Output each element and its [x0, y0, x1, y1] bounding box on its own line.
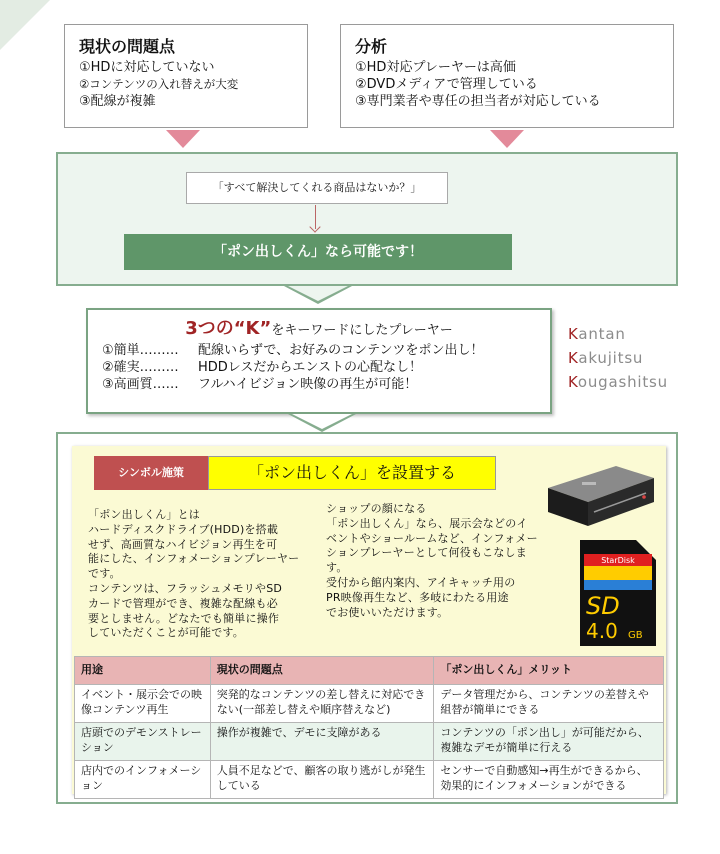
- keyword-item-text: 配線いらずで、お好みのコンテンツをポン出し！: [198, 343, 484, 358]
- table-row: [75, 723, 664, 761]
- text-line: す。: [326, 561, 348, 575]
- k-initial: K: [568, 373, 578, 391]
- table-cell: イベント・展示会での映像コンテンツ再生: [75, 685, 211, 723]
- text-line: コンテンツは、フラッシュメモリやSD: [88, 581, 283, 595]
- keyword-emphasis: 3つの“K”: [185, 318, 272, 339]
- keyword-item-label: ①簡単………: [102, 343, 179, 358]
- text-line: ショップの顔になる: [326, 502, 427, 515]
- problem-title: 現状の問題点: [79, 37, 176, 56]
- table-header: 用途: [75, 657, 211, 685]
- text-line: ションプレーヤーとして何役もこなしま: [326, 546, 527, 560]
- text-line: でお使いいただけます。: [326, 605, 449, 619]
- keyword-item: [102, 376, 550, 393]
- problem-box: [64, 24, 308, 128]
- keyword-item: [102, 342, 550, 359]
- symbol-title: 「ポン出しくん」を設置する: [208, 456, 496, 490]
- k-word: [568, 346, 668, 370]
- text-line: PR映像再生など、多岐にわたる用途: [326, 590, 509, 604]
- k-word: [568, 370, 668, 394]
- chevron-inner: [288, 286, 348, 301]
- symbol-band: [56, 432, 678, 804]
- question-box: 「すべて解決してくれる商品はないか？」: [186, 172, 448, 204]
- text-line: 「ポン出しくん」なら、展示会などのイ: [326, 516, 528, 530]
- answer-bar: 「ポン出しくん」なら可能です！: [124, 234, 512, 270]
- keyword-item-label: ③高画質……: [102, 377, 179, 392]
- k-rest: akujitsu: [578, 349, 644, 367]
- k-initial: K: [568, 349, 579, 367]
- table-cell: 突発的なコンテンツの差し替えに対応できない(一部差し替えや順序替えなど): [210, 685, 434, 723]
- keyword-box: [86, 308, 552, 414]
- text-line: していただくことが可能です。: [88, 626, 244, 640]
- table-header: 現状の問題点: [210, 657, 434, 685]
- keyword-item-label: ②確実………: [102, 360, 179, 375]
- svg-text:StarDisk: StarDisk: [601, 556, 635, 565]
- k-rest: antan: [578, 325, 626, 343]
- table-row: [75, 761, 664, 799]
- problem-item: ③配線が複雑: [79, 94, 156, 109]
- text-line: 受付から館内案内、アイキャッチ用の: [326, 575, 516, 589]
- table-cell: 人員不足などで、顧客の取り逃がしが発生している: [210, 761, 434, 799]
- keyword-item: [102, 359, 550, 376]
- table-cell: データ管理だから、コンテンツの差替えや組替が簡単にできる: [434, 685, 664, 723]
- description-right: [326, 502, 556, 620]
- keyword-heading: [102, 318, 536, 342]
- table-cell: 店内でのインフォメーション: [75, 761, 211, 799]
- analysis-title: 分析: [355, 37, 388, 56]
- svg-text:SD: SD: [586, 592, 620, 620]
- down-arrow-icon: [490, 130, 524, 148]
- down-arrow-icon: [166, 130, 200, 148]
- table-cell: 店頭でのデモンストレーション: [75, 723, 211, 761]
- text-line: カードで管理ができ、複雑な配線も必: [88, 596, 278, 610]
- keyword-item-text: フルハイビジョン映像の再生が可能！: [198, 377, 418, 392]
- use-case-table: [74, 656, 664, 799]
- k-words: [568, 322, 668, 394]
- table-cell: 操作が複雑で、デモに支障がある: [210, 723, 434, 761]
- chevron-inner: [292, 414, 352, 429]
- table-cell: コンテンツの「ポン出し」が可能だから、複雑なデモが簡単に行える: [434, 723, 664, 761]
- table-cell: センサーで自動感知→再生ができるから、効果的にインフォメーションができる: [434, 761, 664, 799]
- analysis-box: [340, 24, 674, 128]
- problem-item: ②コンテンツの入れ替えが大変: [79, 77, 239, 91]
- problem-item: ①HDに対応していない: [79, 60, 215, 75]
- table-header: 「ポン出しくん」メリット: [434, 657, 664, 685]
- analysis-item: ①HD対応プレーヤーは高価: [355, 60, 516, 75]
- text-line: ハードディスクドライブ(HDD)を搭載: [88, 522, 279, 536]
- player-device-icon: [542, 452, 660, 540]
- k-initial: K: [568, 325, 579, 343]
- table-header-row: [75, 657, 664, 685]
- solution-band: [56, 152, 678, 286]
- corner-decoration: [0, 0, 50, 50]
- text-line: ベントやショールームなど、インフォメー: [326, 531, 538, 545]
- symbol-label: シンボル施策: [94, 456, 208, 490]
- keyword-heading-rest: をキーワードにしたプレーヤー: [271, 323, 453, 338]
- symbol-panel: [72, 446, 666, 794]
- table-row: [75, 685, 664, 723]
- arrow-down-icon: [315, 205, 316, 229]
- description-left: [88, 508, 320, 641]
- text-line: 能にした、インフォメーションプレーヤー: [88, 552, 300, 566]
- keyword-item-text: HDDレスだからエンストの心配なし！: [198, 360, 423, 375]
- text-line: 要としません。どなたでも簡単に操作: [88, 611, 280, 625]
- svg-text:GB: GB: [628, 630, 643, 641]
- text-line: です。: [88, 567, 121, 581]
- text-line: 「ポン出しくん」とは: [88, 508, 200, 521]
- analysis-item: ②DVDメディアで管理している: [355, 77, 538, 92]
- analysis-item: ③専門業者や専任の担当者が対応している: [355, 94, 601, 109]
- svg-text:4.0: 4.0: [586, 619, 618, 643]
- sd-card-icon: [576, 538, 658, 650]
- k-word: [568, 322, 668, 346]
- k-rest: ougashitsu: [577, 373, 668, 391]
- text-line: せず、高画質なハイビジョン再生を可: [88, 537, 278, 551]
